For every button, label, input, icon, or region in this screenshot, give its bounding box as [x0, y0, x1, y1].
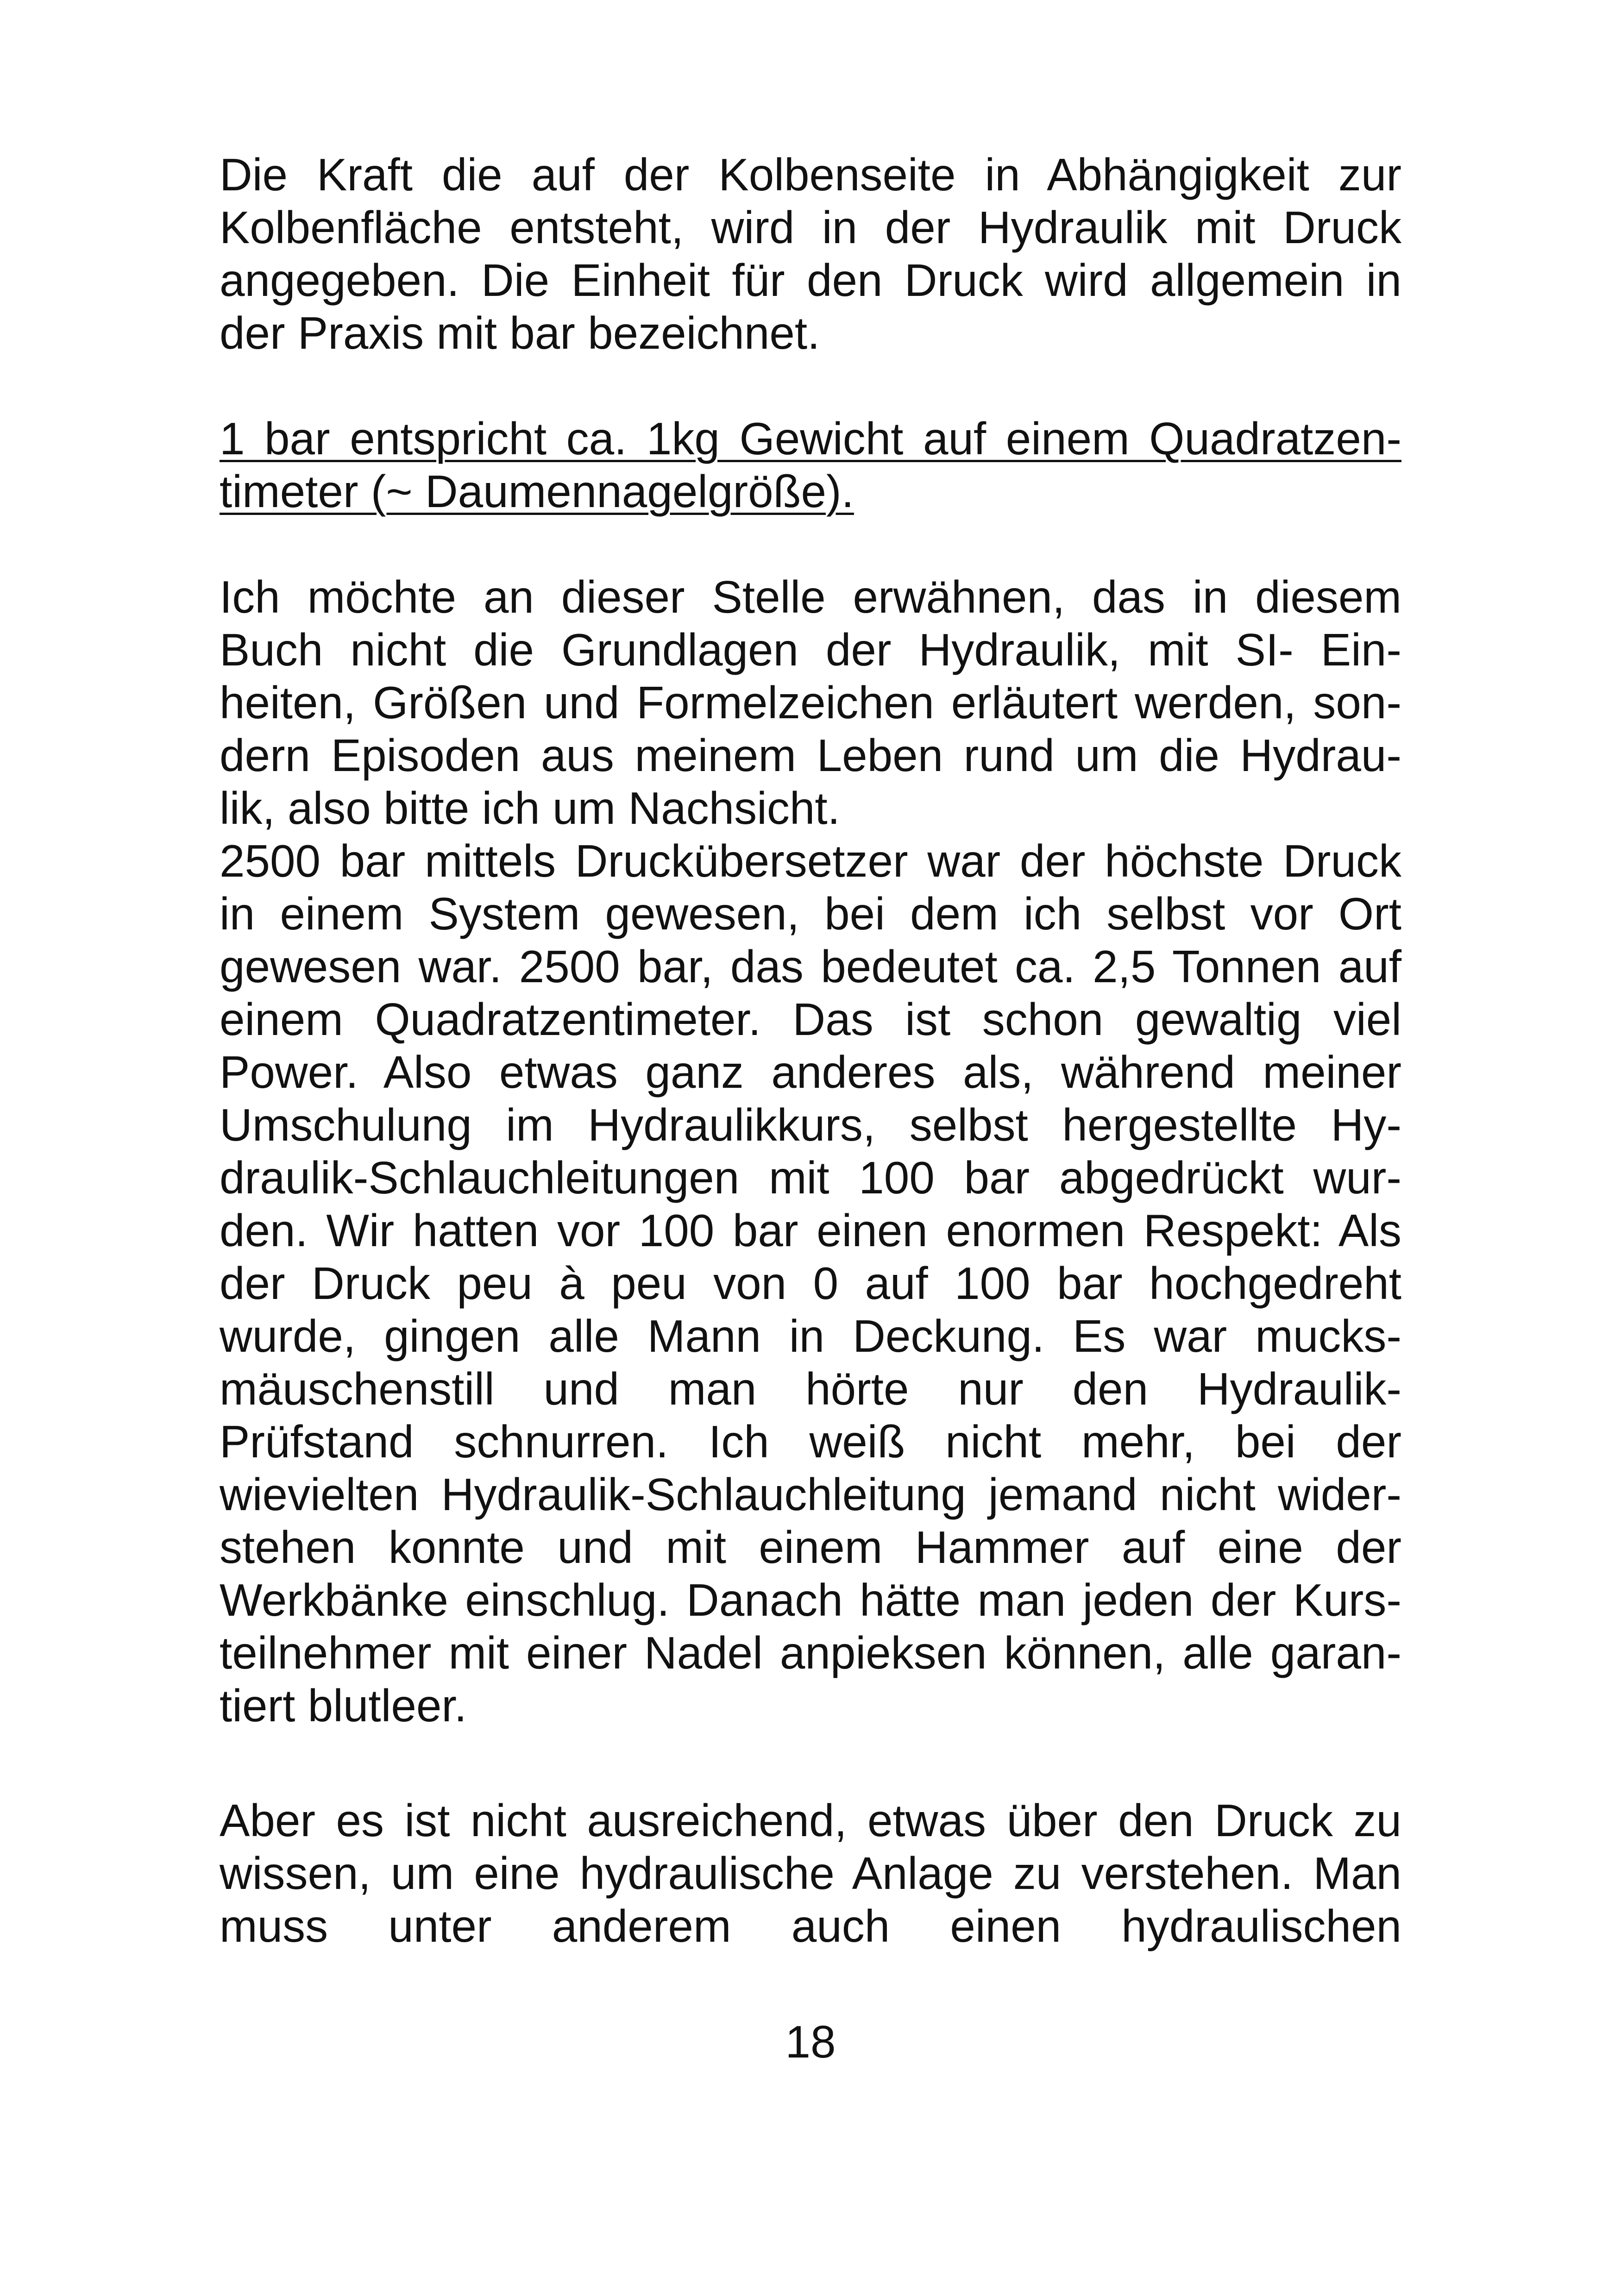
- paragraph-bar-note: [220, 412, 1401, 518]
- paragraph-episode: [220, 571, 1401, 1732]
- text-line: wissen, um eine hydraulische Anlage zu verstehen. Man: [220, 1848, 1401, 1899]
- text-line: den. Wir hatten vor 100 bar einen enormen Respekt: Als: [220, 1205, 1401, 1256]
- text-line: heiten, Größen und Formelzeichen erläutert werden, son-: [220, 677, 1401, 728]
- text-line: wievielten Hydraulik-Schlauchleitung jemand nicht wider-: [220, 1469, 1401, 1520]
- text-line: der Druck peu à peu von 0 auf 100 bar hochgedreht: [220, 1258, 1401, 1309]
- text-line: timeter (~ Daumennagelgröße).: [220, 466, 854, 517]
- text-line: stehen konnte und mit einem Hammer auf eine der: [220, 1522, 1401, 1573]
- text-line: Aber es ist nicht ausreichend, etwas über den Druck zu: [220, 1795, 1401, 1846]
- text-line: wurde, gingen alle Mann in Deckung. Es war mucks-: [220, 1311, 1401, 1361]
- text-line: Werkbänke einschlug. Danach hätte man jeden der Kurs-: [220, 1575, 1401, 1625]
- text-line: muss unter anderem auch einen hydraulischen: [220, 1901, 1401, 1951]
- text-line: gewesen war. 2500 bar, das bedeutet ca. 2,5 Tonnen auf: [220, 941, 1401, 992]
- text-line: Power. Also etwas ganz anderes als, während meiner: [220, 1047, 1401, 1098]
- text-line: Die Kraft die auf der Kolbenseite in Abhängigkeit zur: [220, 149, 1401, 200]
- text-line: dern Episoden aus meinem Leben rund um die Hydrau-: [220, 730, 1401, 781]
- text-line: mäuschenstill und man hörte nur den Hydraulik-: [220, 1363, 1401, 1414]
- text-line: draulik-Schlauchleitungen mit 100 bar abgedrückt wur-: [220, 1152, 1401, 1203]
- text-line: 1 bar entspricht ca. 1kg Gewicht auf einem Quadratzen-: [220, 413, 1401, 464]
- text-line: 2500 bar mittels Druckübersetzer war der höchste Druck: [220, 835, 1401, 886]
- text-line: in einem System gewesen, bei dem ich selbst vor Ort: [220, 888, 1401, 939]
- text-line: Umschulung im Hydraulikkurs, selbst hergestellte Hy-: [220, 1099, 1401, 1150]
- text-line: lik, also bitte ich um Nachsicht.: [220, 783, 840, 834]
- text-line: einem Quadratzentimeter. Das ist schon gewaltig viel: [220, 994, 1401, 1045]
- text-line: teilnehmer mit einer Nadel anpieksen können, alle garan-: [220, 1627, 1401, 1678]
- text-line: Ich möchte an dieser Stelle erwähnen, das in diesem: [220, 571, 1401, 622]
- text-line: angegeben. Die Einheit für den Druck wird allgemein in: [220, 255, 1401, 306]
- text-line: Buch nicht die Grundlagen der Hydraulik, mit SI- Ein-: [220, 624, 1401, 675]
- page-number: 18: [785, 2016, 836, 2067]
- paragraph-pressure-definition: [220, 148, 1401, 359]
- text-line: tiert blutleer.: [220, 1680, 467, 1731]
- paragraph-conclusion: [220, 1794, 1401, 1952]
- text-line: Prüfstand schnurren. Ich weiß nicht mehr, bei der: [220, 1416, 1401, 1467]
- text-line: Kolbenfläche entsteht, wird in der Hydraulik mit Druck: [220, 202, 1401, 253]
- text-line: der Praxis mit bar bezeichnet.: [220, 307, 820, 358]
